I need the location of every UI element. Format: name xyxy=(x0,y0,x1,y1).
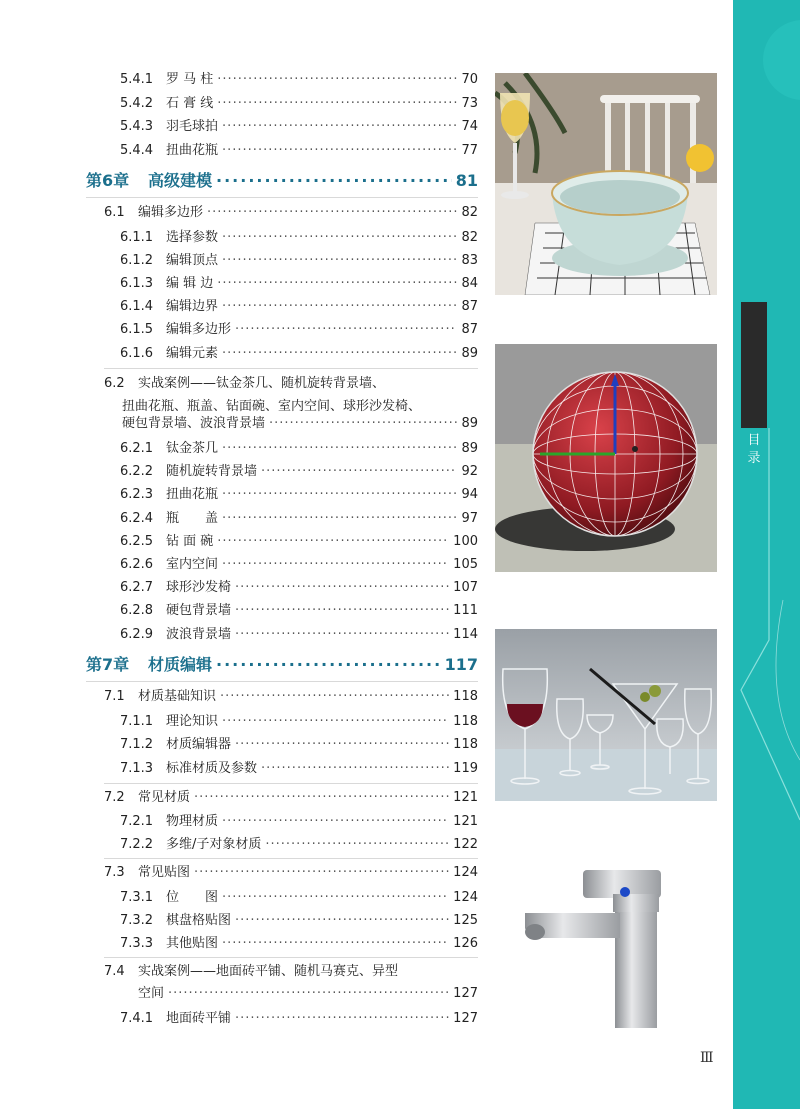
leader-dots xyxy=(235,737,449,753)
toc-number: 6.1.1 xyxy=(120,230,154,245)
toc-title: 石 膏 线 xyxy=(166,96,214,111)
toc-entry xyxy=(138,986,478,1002)
toc-number: 6.2 xyxy=(104,376,125,391)
leader-dots xyxy=(261,761,449,777)
toc-entry xyxy=(120,890,478,906)
toc-number: 6.2.8 xyxy=(120,603,154,618)
toc-title: 常见贴图 xyxy=(138,865,191,880)
toc-number: 6.2.2 xyxy=(120,464,154,479)
toc-page: 89 xyxy=(461,441,478,456)
faucet-photo xyxy=(495,858,717,1030)
faucet-illustration xyxy=(495,858,717,1030)
leader-dots xyxy=(235,580,449,596)
leader-dots xyxy=(207,205,457,221)
divider xyxy=(86,197,478,198)
toc-title: 随机旋转背景墙 xyxy=(166,464,258,479)
chapter-heading xyxy=(86,173,478,189)
toc-number: 6.1.4 xyxy=(120,299,154,314)
leader-dots xyxy=(265,837,449,853)
leader-dots xyxy=(222,143,457,159)
contents-tab xyxy=(741,302,767,428)
toc-title: 罗 马 柱 xyxy=(166,72,214,87)
toc-page: 121 xyxy=(453,814,478,829)
chapter-page: 81 xyxy=(455,171,478,190)
leader-dots xyxy=(269,416,457,432)
toc-entry xyxy=(120,761,478,777)
toc-number: 6.2.9 xyxy=(120,627,154,642)
toc-page: 77 xyxy=(461,143,478,158)
toc-entry xyxy=(120,936,478,952)
toc-entry xyxy=(120,737,478,753)
leader-dots xyxy=(222,253,457,269)
toc-page: 119 xyxy=(453,761,478,776)
toc-title: 实战案例——钛金茶几、随机旋转背景墙、 xyxy=(138,376,386,391)
leader-dots xyxy=(235,322,457,338)
chapter-title: 高级建模 xyxy=(148,171,213,190)
toc-entry xyxy=(120,603,478,619)
toc-title: 地面砖平铺 xyxy=(166,1011,232,1026)
toc-entry xyxy=(104,865,478,881)
toc-title: 编辑多边形 xyxy=(138,205,204,220)
toc-title: 羽毛球拍 xyxy=(166,119,219,134)
toc-title: 其他贴图 xyxy=(166,936,219,951)
toc-title: 常见材质 xyxy=(138,790,191,805)
contents-tab-label: 目 录 xyxy=(747,433,761,466)
toc-number: 6.1 xyxy=(104,205,125,220)
toc-number: 7.3.1 xyxy=(120,890,154,905)
toc-entry xyxy=(120,814,478,830)
toc-title: 棋盘格贴图 xyxy=(166,913,232,928)
toc-page: 121 xyxy=(453,790,478,805)
toc-entry xyxy=(120,276,478,292)
toc-page: 100 xyxy=(453,534,478,549)
toc-entry xyxy=(120,1011,478,1027)
bowls-photo xyxy=(495,73,717,295)
toc-title: 钛金茶几 xyxy=(166,441,219,456)
toc-title: 瓶 盖 xyxy=(166,511,219,526)
leader-dots xyxy=(194,790,449,806)
toc-title: 位 图 xyxy=(166,890,219,905)
toc-number: 6.2.1 xyxy=(120,441,154,456)
toc-title: 理论知识 xyxy=(166,714,219,729)
toc-entry xyxy=(120,96,478,112)
chapter-title: 材质编辑 xyxy=(148,655,213,674)
toc-number: 5.4.1 xyxy=(120,72,154,87)
toc-title: 编辑多边形 xyxy=(166,322,232,337)
toc-title: 物理材质 xyxy=(166,814,219,829)
toc-title: 标准材质及参数 xyxy=(166,761,258,776)
leader-dots xyxy=(222,890,449,906)
toc-number: 6.1.3 xyxy=(120,276,154,291)
toc-number: 7.2 xyxy=(104,790,125,805)
toc-number: 5.4.3 xyxy=(120,119,154,134)
toc-page: 122 xyxy=(453,837,478,852)
toc-page: 74 xyxy=(461,119,478,134)
toc-page: 89 xyxy=(461,416,478,431)
leader-dots xyxy=(222,936,449,952)
side-band xyxy=(733,0,800,1109)
toc-title: 球形沙发椅 xyxy=(166,580,232,595)
sphere-render xyxy=(495,344,717,572)
toc-entry xyxy=(120,322,478,338)
divider xyxy=(104,783,478,784)
leader-dots xyxy=(222,487,457,503)
toc-title: 材质编辑器 xyxy=(166,737,232,752)
toc-page: 92 xyxy=(461,464,478,479)
toc-title: 多维/子对象材质 xyxy=(166,837,262,852)
toc-title-line2: 空间 xyxy=(138,986,165,1001)
toc-title: 扭曲花瓶 xyxy=(166,143,219,158)
toc-entry xyxy=(120,346,478,362)
toc-entry xyxy=(120,557,478,573)
leader-dots xyxy=(168,986,449,1002)
toc-page: 126 xyxy=(453,936,478,951)
toc-entry xyxy=(120,119,478,135)
toc-page: 82 xyxy=(461,230,478,245)
leader-dots xyxy=(235,603,449,619)
toc-title: 实战案例——地面砖平铺、随机马赛克、异型 xyxy=(138,964,399,979)
toc-page: 84 xyxy=(461,276,478,291)
toc-number: 7.2.1 xyxy=(120,814,154,829)
toc-entry xyxy=(120,714,478,730)
toc-page: 82 xyxy=(461,205,478,220)
side-band-curves xyxy=(733,0,800,1109)
toc-title: 编 辑 边 xyxy=(166,276,214,291)
toc-number: 7.4.1 xyxy=(120,1011,154,1026)
leader-dots xyxy=(222,814,449,830)
leader-dots xyxy=(222,299,457,315)
toc-number: 7.3.2 xyxy=(120,913,154,928)
toc-number: 5.4.4 xyxy=(120,143,154,158)
toc-page: 83 xyxy=(461,253,478,268)
bowls-illustration xyxy=(495,73,717,295)
leader-dots xyxy=(216,657,441,673)
toc-entry xyxy=(120,913,478,929)
toc-entry xyxy=(120,299,478,315)
toc-entry xyxy=(104,790,478,806)
toc-title: 选择参数 xyxy=(166,230,219,245)
leader-dots xyxy=(194,865,449,881)
toc-entry xyxy=(120,441,478,457)
glasses-illustration xyxy=(495,629,717,801)
toc-number: 7.3.3 xyxy=(120,936,154,951)
leader-dots xyxy=(261,464,457,480)
leader-dots xyxy=(235,913,449,929)
toc-page: 87 xyxy=(461,322,478,337)
divider xyxy=(104,368,478,369)
toc-title-line2: 扭曲花瓶、瓶盖、钻面碗、室内空间、球形沙发椅、 xyxy=(122,399,422,414)
chapter-heading xyxy=(86,657,478,673)
toc-number: 5.4.2 xyxy=(120,96,154,111)
toc-number: 6.2.5 xyxy=(120,534,154,549)
toc-page: 127 xyxy=(453,1011,478,1026)
leader-dots xyxy=(222,714,449,730)
toc-entry xyxy=(122,416,478,432)
toc-number: 6.1.2 xyxy=(120,253,154,268)
leader-dots xyxy=(222,441,457,457)
toc-page: 105 xyxy=(453,557,478,572)
leader-dots xyxy=(222,346,457,362)
toc-entry xyxy=(120,253,478,269)
toc-entry xyxy=(120,534,478,550)
toc-number: 6.2.4 xyxy=(120,511,154,526)
toc-entry xyxy=(120,487,478,503)
toc-page: 125 xyxy=(453,913,478,928)
toc-entry xyxy=(120,580,478,596)
leader-dots xyxy=(217,96,457,112)
toc-entry xyxy=(104,205,478,221)
leader-dots xyxy=(217,276,457,292)
toc-page: 97 xyxy=(461,511,478,526)
toc-entry xyxy=(120,230,478,246)
toc-entry xyxy=(120,837,478,853)
toc-title: 编辑元素 xyxy=(166,346,219,361)
toc-entry xyxy=(104,689,478,705)
toc-number: 7.3 xyxy=(104,865,125,880)
toc-page: 124 xyxy=(453,890,478,905)
toc-number: 7.1 xyxy=(104,689,125,704)
leader-dots xyxy=(222,119,457,135)
toc-number: 6.2.7 xyxy=(120,580,154,595)
leader-dots xyxy=(235,1011,449,1027)
glasses-photo xyxy=(495,629,717,801)
divider xyxy=(86,681,478,682)
toc-number: 7.2.2 xyxy=(120,837,154,852)
toc-page: 127 xyxy=(453,986,478,1001)
toc-page: 124 xyxy=(453,865,478,880)
toc-entry xyxy=(120,143,478,159)
toc-number: 6.1.5 xyxy=(120,322,154,337)
toc-number: 6.2.6 xyxy=(120,557,154,572)
toc-entry xyxy=(120,627,478,643)
toc-title: 波浪背景墙 xyxy=(166,627,232,642)
toc-number: 7.1.2 xyxy=(120,737,154,752)
toc-title: 编辑顶点 xyxy=(166,253,219,268)
toc-number: 6.1.6 xyxy=(120,346,154,361)
toc-entry xyxy=(120,511,478,527)
toc-title: 室内空间 xyxy=(166,557,219,572)
sphere-illustration xyxy=(495,344,717,572)
leader-dots xyxy=(220,689,449,705)
toc-title: 扭曲花瓶 xyxy=(166,487,219,502)
chapter-number: 第7章 xyxy=(86,655,130,674)
chapter-page: 117 xyxy=(444,655,478,674)
toc-page: 118 xyxy=(453,714,478,729)
toc-title: 编辑边界 xyxy=(166,299,219,314)
toc-title: 硬包背景墙 xyxy=(166,603,232,618)
leader-dots xyxy=(235,627,449,643)
toc-entry xyxy=(120,72,478,88)
toc-number: 7.1.1 xyxy=(120,714,154,729)
toc-page: 87 xyxy=(461,299,478,314)
chapter-number: 第6章 xyxy=(86,171,130,190)
toc-page: 118 xyxy=(453,737,478,752)
toc-title: 钻 面 碗 xyxy=(166,534,214,549)
toc-title-line3: 硬包背景墙、波浪背景墙 xyxy=(122,416,266,431)
leader-dots xyxy=(222,230,457,246)
divider xyxy=(104,858,478,859)
leader-dots xyxy=(217,534,449,550)
toc-page: 114 xyxy=(453,627,478,642)
toc-number: 7.4 xyxy=(104,964,125,979)
toc-page: 107 xyxy=(453,580,478,595)
leader-dots xyxy=(216,173,452,189)
toc-page: 94 xyxy=(461,487,478,502)
divider xyxy=(104,957,478,958)
leader-dots xyxy=(222,557,449,573)
toc-page: 70 xyxy=(461,72,478,87)
toc-page: 89 xyxy=(461,346,478,361)
toc-number: 6.2.3 xyxy=(120,487,154,502)
leader-dots xyxy=(217,72,457,88)
toc-page: 118 xyxy=(453,689,478,704)
toc-page: 111 xyxy=(453,603,478,618)
toc-number: 7.1.3 xyxy=(120,761,154,776)
page-number: Ⅲ xyxy=(700,1050,714,1066)
toc-entry xyxy=(120,464,478,480)
toc-page: 73 xyxy=(461,96,478,111)
leader-dots xyxy=(222,511,457,527)
toc-title: 材质基础知识 xyxy=(138,689,217,704)
